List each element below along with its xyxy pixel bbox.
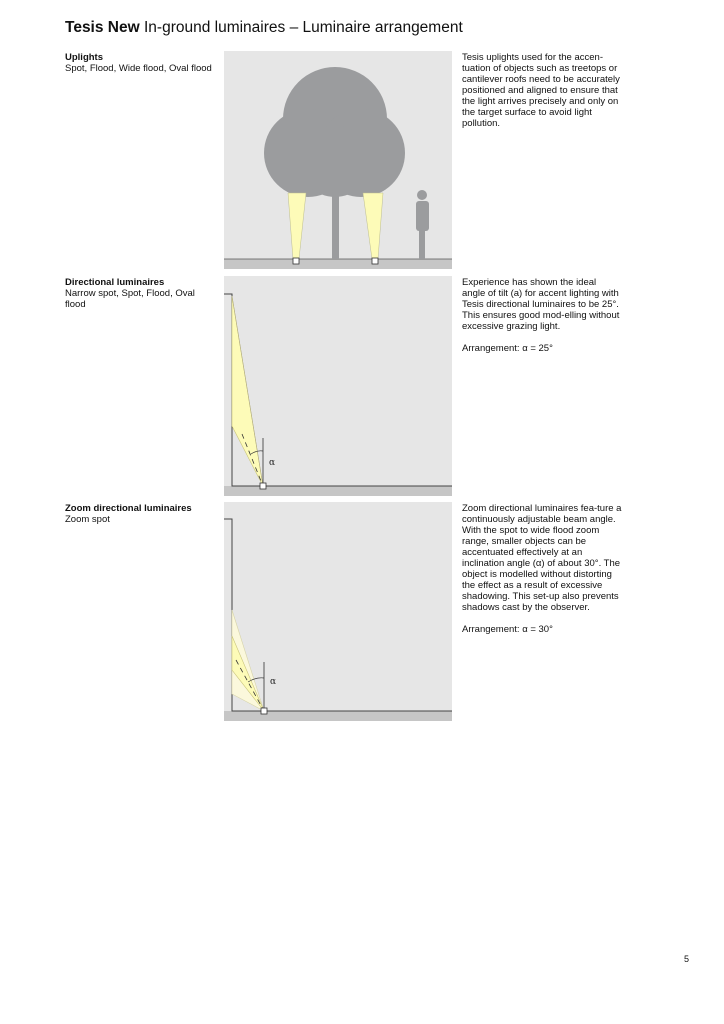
section-directional-heading bbox=[65, 277, 215, 310]
angle-alpha-label: α bbox=[269, 458, 276, 468]
page-title bbox=[65, 19, 463, 37]
luminaire bbox=[261, 708, 267, 714]
arrangement-text: Arrangement: α = 25° bbox=[462, 343, 553, 354]
uplights-description bbox=[462, 52, 622, 129]
angle-alpha-label: α bbox=[270, 677, 277, 687]
section-zoom-heading bbox=[65, 503, 215, 525]
directional-diagram bbox=[224, 276, 452, 496]
ground bbox=[224, 486, 452, 496]
section-subtitle: Spot, Flood, Wide flood, Oval flood bbox=[65, 63, 212, 74]
directional-description bbox=[462, 277, 622, 354]
page-subtitle: In-ground luminaires – Luminaire arrangement bbox=[143, 19, 463, 36]
section-title: Directional luminaires bbox=[65, 277, 165, 288]
description-text: Tesis uplights used for the accen-tuation of objects such as treetops or cantilever roofs need to be accurately positioned and aligned to ensure that the light arrives precisely and only on the target surface to avoid light pollution. bbox=[462, 52, 620, 129]
ground bbox=[224, 259, 452, 269]
section-uplights-heading bbox=[65, 52, 215, 74]
section-title: Zoom directional luminaires bbox=[65, 503, 192, 514]
luminaire-right bbox=[372, 258, 378, 264]
diagram-background bbox=[224, 502, 452, 721]
ground bbox=[224, 711, 452, 721]
page-number: 5 bbox=[684, 954, 690, 964]
zoom-description bbox=[462, 503, 622, 635]
luminaire bbox=[260, 483, 266, 489]
section-subtitle: Zoom spot bbox=[65, 514, 110, 525]
description-text: Zoom directional luminaires fea-ture a continuously adjustable beam angle. With the spot to wide flood zoom range, smaller objects can be accentuated effectively at an inclination angle (α) of about 30°. The object is modelled without distorting the effect as a result of excessive shadowing. This set-up also prevents shadows cast by the observer. bbox=[462, 503, 622, 613]
arrangement-text: Arrangement: α = 30° bbox=[462, 624, 553, 635]
section-subtitle: Narrow spot, Spot, Flood, Oval flood bbox=[65, 288, 195, 310]
section-title: Uplights bbox=[65, 52, 103, 63]
description-text: Experience has shown the ideal angle of tilt (a) for accent lighting with Tesis directional luminaires to be 25°. This ensures good mod-elling without excessive grazing light. bbox=[462, 277, 620, 332]
zoom-directional-diagram bbox=[224, 502, 452, 721]
brand-name: Tesis New bbox=[65, 19, 140, 36]
uplights-diagram bbox=[224, 51, 452, 269]
luminaire-left bbox=[293, 258, 299, 264]
